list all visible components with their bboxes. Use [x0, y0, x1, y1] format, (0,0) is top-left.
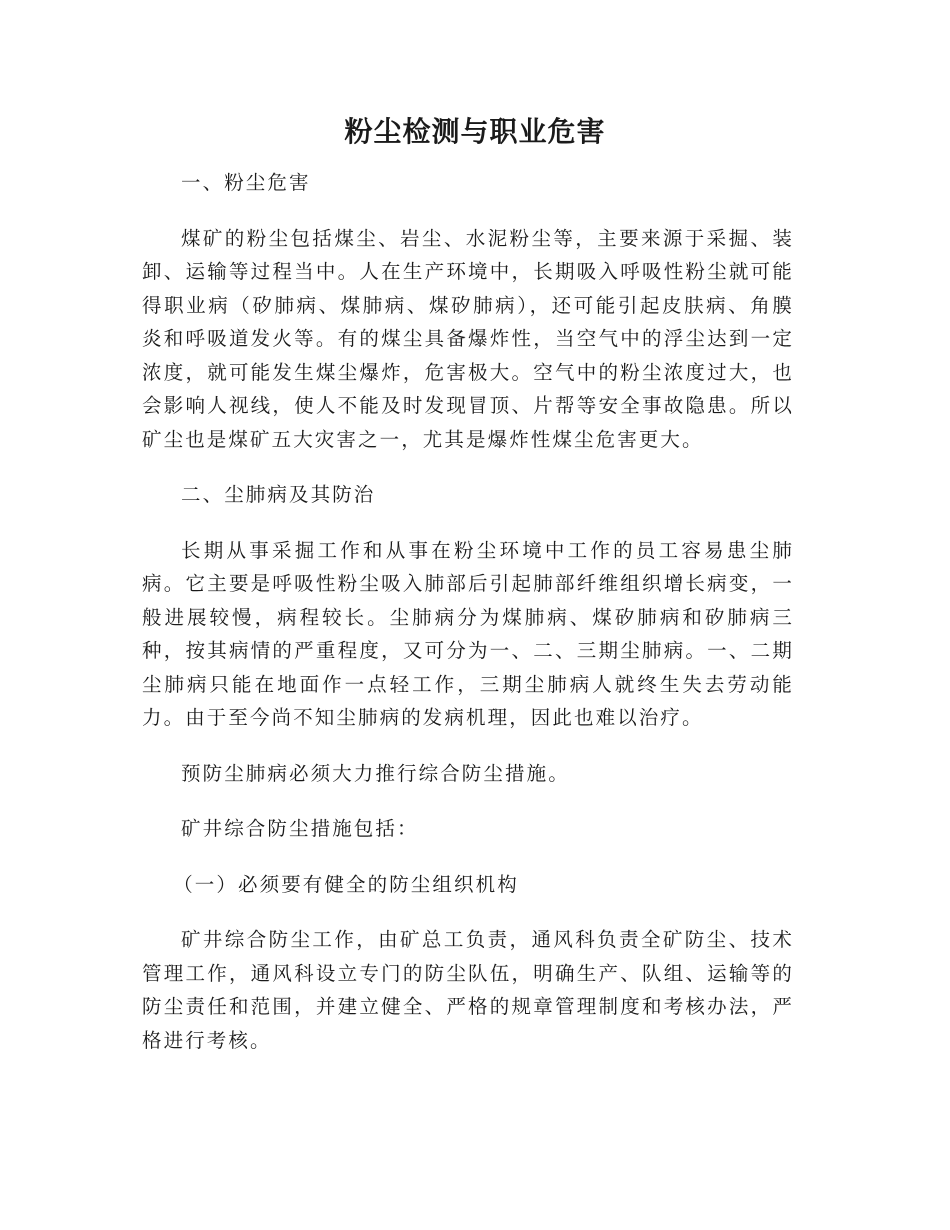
- paragraph-organization: 矿井综合防尘工作，由矿总工负责，通风科负责全矿防尘、技术管理工作，通风科设立专门的防尘队伍，明确生产、队组、运输等的防尘责任和范围，并建立健全、严格的规章管理制度和考核办法，严格进行考核。: [142, 928, 794, 1052]
- subheading-organization: （一）必须要有健全的防尘组织机构: [173, 872, 519, 896]
- paragraph-measures-intro: 矿井综合防尘措施包括：: [181, 817, 419, 840]
- section-heading-pneumoconiosis: 二、尘肺病及其防治: [181, 483, 376, 506]
- section-heading-dust-hazard: 一、粉尘危害: [181, 171, 311, 194]
- paragraph-prevention-statement: 预防尘肺病必须大力推行综合防尘措施。: [181, 761, 570, 785]
- document-body: [142, 166, 794, 1079]
- paragraph-dust-hazard: 煤矿的粉尘包括煤尘、岩尘、水泥粉尘等，主要来源于采掘、装卸、运输等过程当中。人在生产环境中，长期吸入呼吸性粉尘就可能得职业病（矽肺病、煤肺病、煤矽肺病），还可能引起皮肤病、角膜炎和呼吸道发火等。有的煤尘具备爆炸性，当空气中的浮尘达到一定浓度，就可能发生煤尘爆炸，危害极大。空气中的粉尘浓度过大，也会影响人视线，使人不能及时发现冒顶、片帮等安全事故隐患。所以矿尘也是煤矿五大灾害之一，尤其是爆炸性煤尘危害更大。: [142, 226, 794, 451]
- document-title: 粉尘检测与职业危害: [344, 115, 606, 148]
- paragraph-pneumoconiosis: 长期从事采掘工作和从事在粉尘环境中工作的员工容易患尘肺病。它主要是呼吸性粉尘吸入肺部后引起肺部纤维组织增长病变，一般进展较慢，病程较长。尘肺病分为煤肺病、煤矽肺病和矽肺病三种，按其病情的严重程度，又可分为一、二、三期尘肺病。一、二期尘肺病只能在地面作一点轻工作，三期尘肺病人就终生失去劳动能力。由于至今尚不知尘肺病的发病机理，因此也难以治疗。: [142, 538, 794, 729]
